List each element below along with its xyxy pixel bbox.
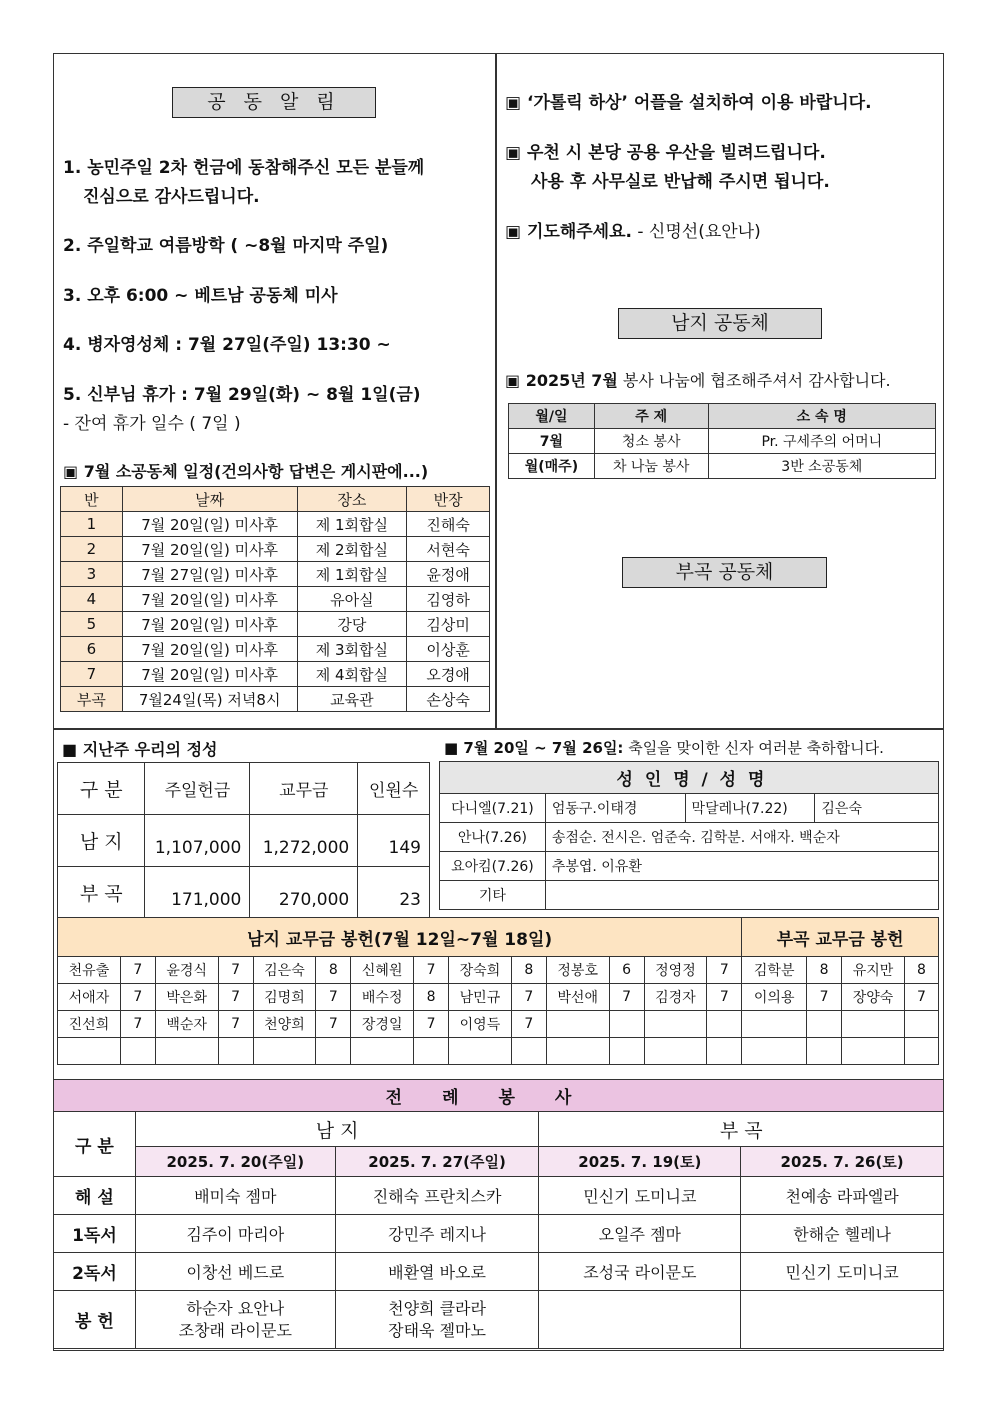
tithe-count [120, 1038, 155, 1065]
tithe-name [644, 1038, 707, 1065]
table-cell: 송점순. 전시은. 엄준숙. 김학분. 서애자. 백순자 [545, 823, 938, 852]
tithe-count [904, 1038, 938, 1065]
section-divider [53, 728, 944, 730]
table-cell: 주일헌금 [145, 763, 250, 815]
tithe-name [253, 1038, 316, 1065]
table-row [58, 1038, 939, 1065]
table-cell: 제 2회합실 [297, 537, 407, 562]
table-row [54, 1253, 944, 1291]
table-row [61, 537, 490, 562]
schedule-heading: ▣ 7월 소공동체 일정(건의사항 답변은 게시판에...) [63, 462, 429, 481]
common-title: 공 동 알 림 [172, 87, 376, 118]
tithe-count [609, 1011, 644, 1038]
tithe-count [316, 1038, 351, 1065]
column-divider [495, 53, 497, 729]
table-cell: 구 분 [58, 763, 145, 815]
table-cell: 청소 봉사 [594, 429, 708, 454]
tithe-name [842, 1011, 905, 1038]
table-row [440, 794, 939, 823]
table-cell: 구 분 [54, 1112, 136, 1177]
table-cell: 7월 20일(일) 미사후 [122, 637, 297, 662]
tithe-name: 윤경식 [155, 957, 218, 984]
namji-title: 남지 공동체 [618, 308, 822, 339]
table-cell: 4 [61, 587, 123, 612]
bugok-title: 부곡 공동체 [622, 557, 827, 588]
tithe-name: 이영득 [449, 1011, 512, 1038]
namji-service-table [508, 403, 936, 479]
table-cell: 6 [61, 637, 123, 662]
tithe-count: 7 [707, 984, 742, 1011]
table-row [509, 429, 936, 454]
tithe-name: 장숙희 [449, 957, 512, 984]
table-row [54, 1291, 944, 1349]
table-row [440, 881, 939, 910]
table-cell: 부 곡 [539, 1112, 944, 1147]
tithe-count: 8 [316, 957, 351, 984]
table-cell: 김영하 [407, 587, 490, 612]
table-cell: 윤정애 [407, 562, 490, 587]
table-cell [539, 1291, 741, 1349]
tithe-name: 박선애 [546, 984, 609, 1011]
tithe-count [609, 1038, 644, 1065]
notice-1-line2: 진심으로 감사드립니다. [83, 187, 260, 207]
tithe-name [546, 1011, 609, 1038]
table-cell: 1 [61, 512, 123, 537]
notice-3: 3. 오후 6:00 ~ 베트남 공동체 미사 [63, 286, 338, 306]
table-cell: 7월 20일(일) 미사후 [122, 662, 297, 687]
table-row [58, 815, 430, 867]
table-cell: 남 지 [135, 1112, 539, 1147]
tithe-count: 6 [609, 957, 644, 984]
table-row [61, 662, 490, 687]
tithe-name: 남민규 [449, 984, 512, 1011]
notice-app: ▣ ‘가톨릭 하상’ 어플을 설치하여 이용 바랍니다. [505, 93, 872, 113]
table-cell: 2025. 7. 19(토) [539, 1147, 741, 1177]
tithe-count [414, 1038, 449, 1065]
tithe-count: 7 [511, 1011, 546, 1038]
table-cell: 교육관 [297, 687, 407, 712]
tithe-count: 7 [316, 1011, 351, 1038]
tithe-count [218, 1038, 253, 1065]
tithe-count: 8 [807, 957, 842, 984]
table-cell: 3반 소공동체 [708, 454, 935, 479]
notice-umbrella-1: ▣ 우천 시 본당 공용 우산을 빌려드립니다. [505, 143, 826, 163]
tithe-count: 8 [414, 984, 449, 1011]
table-cell: 소 속 명 [708, 404, 935, 429]
table-cell: 7월 20일(일) 미사후 [122, 612, 297, 637]
table-cell: 1,272,000 [250, 815, 358, 867]
table-cell: 149 [358, 815, 430, 867]
tithe-count [511, 1038, 546, 1065]
tithe-name: 이의용 [742, 984, 807, 1011]
tithe-name [351, 1038, 414, 1065]
tithe-count: 7 [316, 984, 351, 1011]
table-row [61, 637, 490, 662]
table-cell: 1독서 [54, 1215, 136, 1253]
table-cell: 2독서 [54, 1253, 136, 1291]
table-row [61, 562, 490, 587]
table-row [58, 957, 939, 984]
table-cell: 5 [61, 612, 123, 637]
table-cell: 이상훈 [407, 637, 490, 662]
tithe-count: 7 [414, 1011, 449, 1038]
table-cell: 한해순 헬레나 [741, 1215, 944, 1253]
table-cell: 진해숙 프란치스카 [335, 1177, 539, 1215]
table-cell: 하순자 요안나 조창래 라이문도 [135, 1291, 335, 1349]
tithe-name: 김학분 [742, 957, 807, 984]
tithe-name: 김경자 [644, 984, 707, 1011]
tithe-name [842, 1038, 905, 1065]
tithe-name: 장경일 [351, 1011, 414, 1038]
tithe-count: 7 [218, 984, 253, 1011]
table-cell: 이창선 베드로 [135, 1253, 335, 1291]
table-cell: 2025. 7. 27(주일) [335, 1147, 539, 1177]
table-cell: 김상미 [407, 612, 490, 637]
table-cell: 김주이 마리아 [135, 1215, 335, 1253]
table-cell: 다니엘(7.21) [440, 794, 546, 823]
tithe-name: 배수정 [351, 984, 414, 1011]
birthday-table [439, 761, 939, 910]
tithe-name: 천유출 [58, 957, 121, 984]
table-cell: 7월 20일(일) 미사후 [122, 512, 297, 537]
table-cell: 월(매주) [509, 454, 595, 479]
table-row [61, 687, 490, 712]
table-cell: 민신기 도미니코 [539, 1177, 741, 1215]
table-row [58, 984, 939, 1011]
tithe-count [707, 1038, 742, 1065]
table-row [58, 867, 430, 919]
col-place: 장소 [297, 487, 407, 512]
tithe-name: 정봉호 [546, 957, 609, 984]
table-cell: 23 [358, 867, 430, 919]
tithe-name: 진선희 [58, 1011, 121, 1038]
table-cell: 남 지 [58, 815, 145, 867]
table-cell: 인원수 [358, 763, 430, 815]
table-cell: 제 1회합실 [297, 512, 407, 537]
tithe-count: 7 [904, 984, 938, 1011]
table-row [509, 454, 936, 479]
table-cell: 2025. 7. 20(주일) [135, 1147, 335, 1177]
tithe-count: 7 [120, 1011, 155, 1038]
table-cell: 강민주 레지나 [335, 1215, 539, 1253]
table-row [61, 512, 490, 537]
table-cell: 진해숙 [407, 512, 490, 537]
table-row [440, 823, 939, 852]
bugok-tithe-title: 부곡 교무금 봉헌 [742, 918, 939, 957]
table-cell: 171,000 [145, 867, 250, 919]
tithe-count: 7 [120, 957, 155, 984]
tithe-name: 서애자 [58, 984, 121, 1011]
notice-prayer: ▣ 기도해주세요. - 신명선(요안나) [505, 222, 761, 242]
tithe-count [707, 1011, 742, 1038]
tithe-count: 8 [511, 957, 546, 984]
tithe-name [155, 1038, 218, 1065]
tithe-name: 박은화 [155, 984, 218, 1011]
col-leader: 반장 [407, 487, 490, 512]
table-cell: Pr. 구세주의 어머니 [708, 429, 935, 454]
table-cell: 막달레나(7.22) [685, 794, 815, 823]
table-cell [741, 1291, 944, 1349]
tithe-table [57, 917, 939, 1065]
tithe-name: 신혜원 [351, 957, 414, 984]
table-cell: 주 제 [594, 404, 708, 429]
table-cell: 요아킴(7.26) [440, 852, 546, 881]
table-cell: 2 [61, 537, 123, 562]
birthday-heading: ■ 7월 20일 ~ 7월 26일: 축일을 맞이한 신자 여러분 축하합니다. [444, 739, 884, 757]
col-date: 날짜 [122, 487, 297, 512]
table-cell: 2025. 7. 26(토) [741, 1147, 944, 1177]
table-cell: 7월 27일(일) 미사후 [122, 562, 297, 587]
namji-heading: ▣ 2025년 7월 봉사 나눔에 협조해주셔서 감사합니다. [505, 371, 891, 390]
tithe-count [807, 1038, 842, 1065]
table-cell: 안나(7.26) [440, 823, 546, 852]
table-cell: 1,107,000 [145, 815, 250, 867]
tithe-count [807, 1011, 842, 1038]
table-cell: 해 설 [54, 1177, 136, 1215]
table-cell: 김은숙 [815, 794, 939, 823]
table-row [440, 852, 939, 881]
notice-4: 4. 병자영성체 : 7월 27일(주일) 13:30 ~ [63, 335, 391, 355]
table-cell: 천양희 클라라 장태욱 젤마노 [335, 1291, 539, 1349]
tithe-name [449, 1038, 512, 1065]
table-cell: 배미숙 젬마 [135, 1177, 335, 1215]
tithe-count: 7 [218, 957, 253, 984]
table-cell: 7월 [509, 429, 595, 454]
table-row [61, 587, 490, 612]
table-cell: 7월 20일(일) 미사후 [122, 537, 297, 562]
tithe-name [546, 1038, 609, 1065]
tithe-count: 7 [120, 984, 155, 1011]
table-cell: 기타 [440, 881, 546, 910]
tithe-count: 7 [218, 1011, 253, 1038]
notice-5-sub: - 잔여 휴가 일수 ( 7일 ) [63, 414, 241, 434]
table-cell: 오일주 젬마 [539, 1215, 741, 1253]
table-cell: 제 3회합실 [297, 637, 407, 662]
table-cell: 봉 헌 [54, 1291, 136, 1349]
tithe-count: 7 [609, 984, 644, 1011]
tithe-count: 7 [707, 957, 742, 984]
tithe-name: 김명희 [253, 984, 316, 1011]
table-cell: 엄동구.이태경 [545, 794, 685, 823]
tithe-name [742, 1011, 807, 1038]
table-cell: 부 곡 [58, 867, 145, 919]
tithe-name: 장양숙 [842, 984, 905, 1011]
table-cell: 제 4회합실 [297, 662, 407, 687]
tithe-name: 김은숙 [253, 957, 316, 984]
table-row [58, 1011, 939, 1038]
tithe-name: 유지만 [842, 957, 905, 984]
schedule-table [60, 486, 490, 712]
table-cell: 천예송 라파엘라 [741, 1177, 944, 1215]
table-row [54, 1215, 944, 1253]
notice-umbrella-2: 사용 후 사무실로 반납해 주시면 됩니다. [531, 172, 830, 192]
table-cell: 유아실 [297, 587, 407, 612]
table-cell: 7 [61, 662, 123, 687]
tithe-name: 천양희 [253, 1011, 316, 1038]
table-cell: 제 1회합실 [297, 562, 407, 587]
notice-1-line1: 1. 농민주일 2차 헌금에 동참해주신 모든 분들께 [63, 158, 425, 178]
tithe-count [904, 1011, 938, 1038]
table-cell: 7월24일(목) 저녁8시 [122, 687, 297, 712]
liturgy-table [53, 1079, 944, 1349]
tithe-name [58, 1038, 121, 1065]
tithe-name: 백순자 [155, 1011, 218, 1038]
tithe-count: 7 [511, 984, 546, 1011]
table-row [61, 612, 490, 637]
notice-2: 2. 주일학교 여름방학 ( ~8월 마지막 주일) [63, 236, 389, 256]
offering-summary-table [57, 762, 430, 919]
table-cell: 교무금 [250, 763, 358, 815]
liturgy-title: 전례봉사 [54, 1080, 944, 1112]
tithe-name [644, 1011, 707, 1038]
table-cell: 민신기 도미니코 [741, 1253, 944, 1291]
table-row [54, 1177, 944, 1215]
table-cell: 성 인 명 / 성 명 [440, 762, 939, 794]
table-cell: 강당 [297, 612, 407, 637]
table-cell [545, 881, 938, 910]
table-cell: 오경애 [407, 662, 490, 687]
namji-tithe-title: 남지 교무금 봉헌(7월 12일~7월 18일) [58, 918, 742, 957]
table-cell: 배환열 바오로 [335, 1253, 539, 1291]
tithe-count: 8 [904, 957, 938, 984]
table-cell: 월/일 [509, 404, 595, 429]
table-cell: 차 나눔 봉사 [594, 454, 708, 479]
tithe-count: 7 [807, 984, 842, 1011]
offering-heading: ■ 지난주 우리의 정성 [62, 740, 218, 759]
notice-5: 5. 신부님 휴가 : 7월 29일(화) ~ 8월 1일(금) [63, 385, 421, 405]
col-ban: 반 [61, 487, 123, 512]
table-cell: 서현숙 [407, 537, 490, 562]
tithe-name: 정영정 [644, 957, 707, 984]
tithe-name [742, 1038, 807, 1065]
table-cell: 추봉엽. 이유환 [545, 852, 938, 881]
table-cell: 7월 20일(일) 미사후 [122, 587, 297, 612]
tithe-count: 7 [414, 957, 449, 984]
table-cell: 3 [61, 562, 123, 587]
table-cell: 270,000 [250, 867, 358, 919]
table-cell: 조성국 라이문도 [539, 1253, 741, 1291]
table-cell: 부곡 [61, 687, 123, 712]
table-cell: 손상숙 [407, 687, 490, 712]
